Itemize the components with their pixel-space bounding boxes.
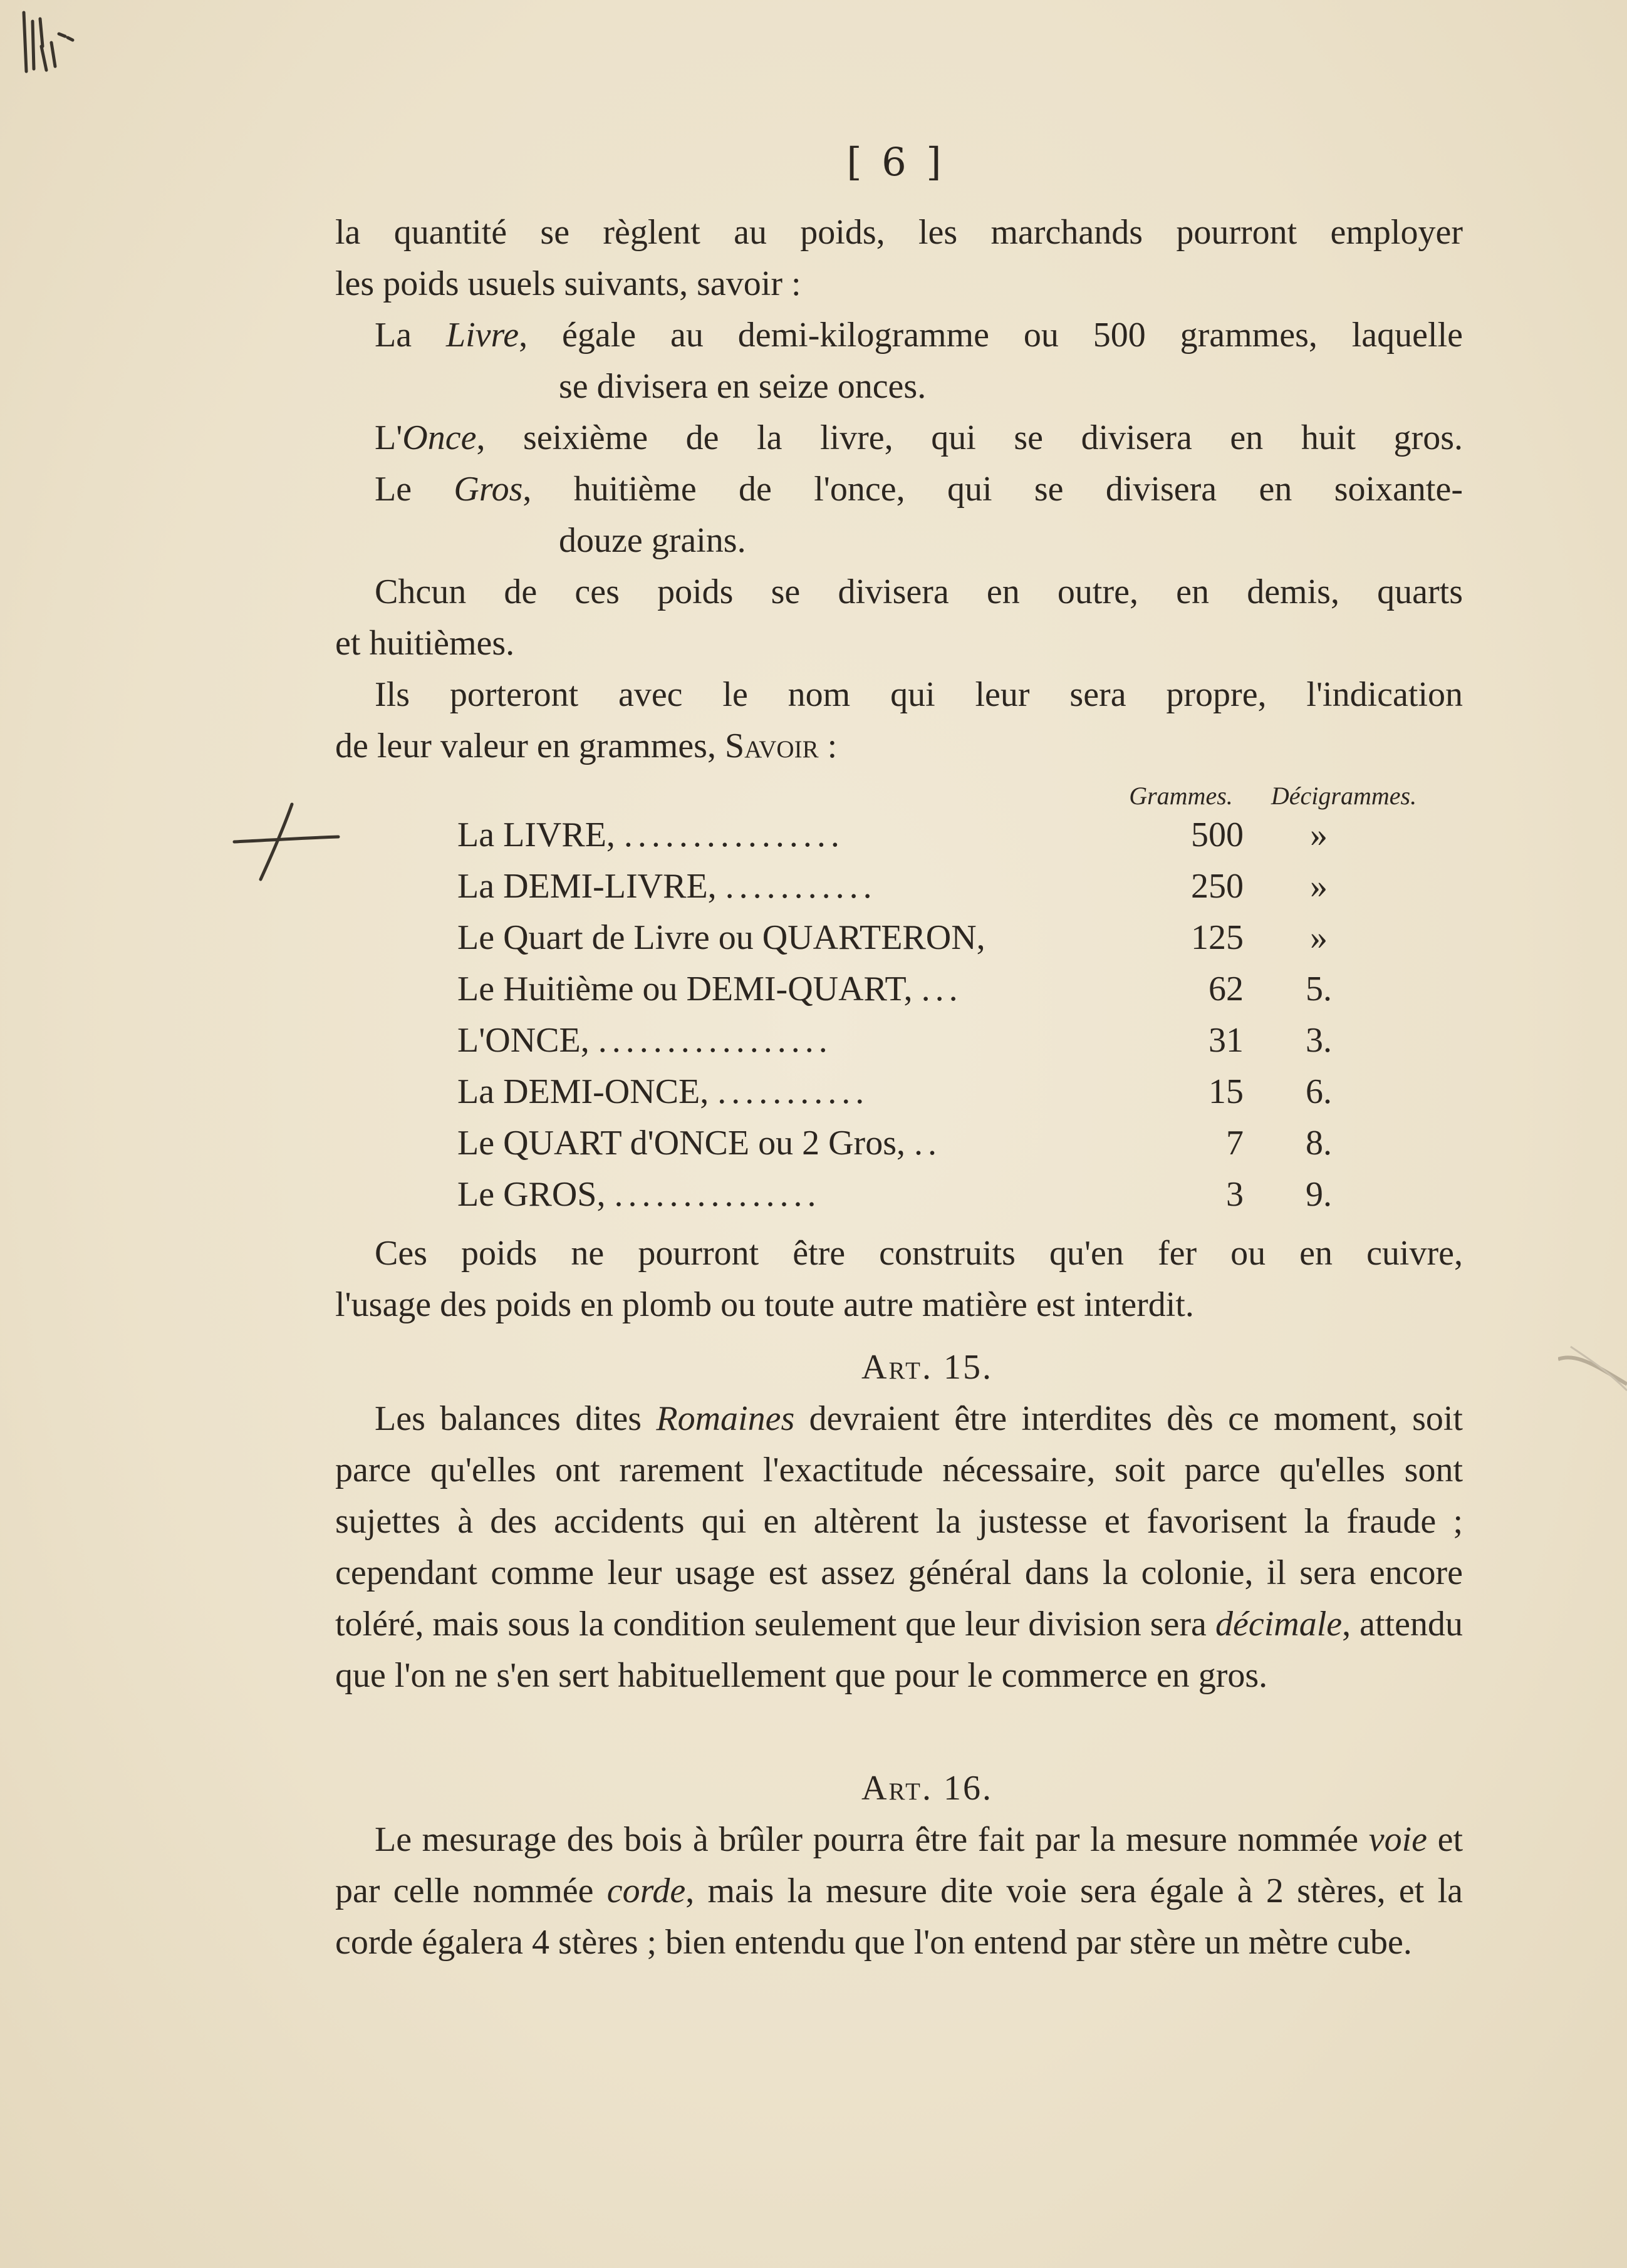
column-header-grammes: Grammes. bbox=[1129, 782, 1233, 810]
table-row bbox=[335, 1066, 1463, 1117]
row-label: La DEMI-LIVRE, bbox=[457, 867, 717, 906]
materials-line-2: l'usage des poids en plomb ou toute autre matière est interdit. bbox=[335, 1285, 1194, 1324]
row-label: Le GROS, bbox=[457, 1175, 606, 1214]
opening-line-2: les poids usuels suivants, savoir : bbox=[335, 264, 801, 303]
row-grammes: 62 bbox=[1209, 970, 1244, 1008]
term-corde: corde bbox=[606, 1872, 686, 1910]
definition-once bbox=[335, 412, 1463, 463]
paper-stain bbox=[1558, 1340, 1627, 1397]
weights-table-body bbox=[335, 809, 1463, 1220]
table-row bbox=[335, 809, 1463, 861]
leader-dots: ........... bbox=[717, 1072, 870, 1111]
row-decigrammes: 8. bbox=[1306, 1124, 1332, 1162]
article-16-text: Le mesurage des bois à brûler pourra être fait par la mesure nommée voie et par celle nommée corde, mais la mesure dite voie sera égale à 2 stères, et la corde égalera 4 stères ; bien entendu que l'on entend par stère un mètre cube. bbox=[335, 1820, 1463, 1962]
row-decigrammes: » bbox=[1310, 867, 1328, 906]
table-row bbox=[335, 1015, 1463, 1066]
definition-gros-continuation: douze grains. bbox=[559, 521, 746, 560]
row-grammes: 31 bbox=[1209, 1021, 1244, 1060]
materials-line-1: Ces poids ne pourront être construits qu'en fer ou en cuivre, bbox=[375, 1234, 1463, 1273]
row-decigrammes: 3. bbox=[1306, 1021, 1332, 1060]
term-decimale: décimale bbox=[1215, 1605, 1343, 1644]
row-decigrammes: » bbox=[1310, 816, 1328, 854]
definition-gros bbox=[335, 463, 1463, 566]
table-row bbox=[335, 963, 1463, 1015]
row-grammes: 250 bbox=[1191, 867, 1244, 906]
page-number: [ 6 ] bbox=[846, 139, 945, 185]
term-once: Once bbox=[402, 418, 477, 457]
leader-dots: ................ bbox=[623, 816, 845, 854]
division-paragraph bbox=[335, 566, 1463, 669]
article-16 bbox=[335, 1763, 1463, 1968]
row-label: La DEMI-ONCE, bbox=[457, 1072, 709, 1111]
row-grammes: 125 bbox=[1191, 918, 1244, 957]
row-label: Le Huitième ou DEMI-QUART, bbox=[457, 970, 913, 1008]
definition-once-line: L'Once, seixième de la livre, qui se divisera en huit gros. bbox=[375, 418, 1463, 457]
opening-paragraph bbox=[335, 207, 1463, 309]
division-line-2: et huitièmes. bbox=[335, 624, 515, 663]
weights-table-header bbox=[335, 765, 1463, 809]
row-grammes: 7 bbox=[1226, 1124, 1244, 1162]
row-label: L'ONCE, bbox=[457, 1021, 590, 1060]
weights-table bbox=[335, 765, 1463, 1220]
designation-line-1: Ils porteront avec le nom qui leur sera propre, l'indication bbox=[375, 675, 1463, 714]
definition-livre-continuation: se divisera en seize onces. bbox=[559, 367, 927, 406]
row-decigrammes: 9. bbox=[1306, 1175, 1332, 1214]
definition-gros-line: Le Gros, huitième de l'once, qui se divisera en soixante- bbox=[375, 470, 1463, 509]
leader-dots: ........... bbox=[725, 867, 877, 906]
definition-livre-line: La Livre, égale au demi-kilogramme ou 500 grammes, laquelle bbox=[375, 316, 1463, 355]
leader-dots: ................. bbox=[598, 1021, 833, 1060]
row-label: La LIVRE, bbox=[457, 816, 615, 854]
table-row bbox=[335, 912, 1463, 963]
row-decigrammes: » bbox=[1310, 918, 1328, 957]
article-15 bbox=[335, 1342, 1463, 1701]
term-gros: Gros bbox=[454, 470, 523, 509]
term-livre: Livre bbox=[445, 316, 519, 355]
article-15-text: Les balances dites Romaines devraient être interdites dès ce moment, soit parce qu'elles ont rarement l'exactitude nécessaire, soit parce qu'elles sont sujettes à des accidents qui en altèrent la justesse et favorisent la fraude ; cependant comme leur usage est assez général dans la colonie, il sera encore toléré, mais sous la condition seulement que leur division sera décimale, attendu que l'on ne s'en sert habituellement que pour le commerce en gros. bbox=[335, 1399, 1463, 1695]
row-grammes: 500 bbox=[1191, 816, 1244, 854]
leader-dots: ............... bbox=[614, 1175, 821, 1214]
article-16-heading: Art. 16. bbox=[861, 1769, 993, 1808]
leader-dots: .. bbox=[913, 1124, 942, 1162]
savoir-label: Savoir : bbox=[724, 727, 838, 765]
row-label: Le Quart de Livre ou QUARTERON, bbox=[457, 918, 985, 957]
row-grammes: 15 bbox=[1209, 1072, 1244, 1111]
column-header-decigrammes: Décigrammes. bbox=[1271, 782, 1417, 810]
definition-livre bbox=[335, 309, 1463, 412]
row-decigrammes: 6. bbox=[1306, 1072, 1332, 1111]
row-grammes: 3 bbox=[1226, 1175, 1244, 1214]
article-15-heading: Art. 15. bbox=[861, 1348, 993, 1387]
row-label: Le QUART d'ONCE ou 2 Gros, bbox=[457, 1124, 905, 1162]
table-row bbox=[335, 1117, 1463, 1169]
table-row bbox=[335, 1169, 1463, 1220]
term-voie: voie bbox=[1368, 1820, 1428, 1859]
term-romaines: Romaines bbox=[656, 1399, 795, 1438]
designation-line-2: de leur valeur en grammes, Savoir : bbox=[335, 727, 838, 765]
handwritten-cross-mark bbox=[232, 800, 341, 882]
materials-paragraph bbox=[335, 1228, 1463, 1330]
division-line-1: Chcun de ces poids se divisera en outre, en demis, quarts bbox=[375, 572, 1463, 611]
leader-dots: ... bbox=[921, 970, 963, 1008]
handwritten-corner-mark bbox=[19, 9, 88, 78]
row-decigrammes: 5. bbox=[1306, 970, 1332, 1008]
table-row bbox=[335, 861, 1463, 912]
opening-line-1: la quantité se règlent au poids, les marchands pourront employer bbox=[335, 213, 1463, 252]
designation-paragraph bbox=[335, 669, 1463, 772]
